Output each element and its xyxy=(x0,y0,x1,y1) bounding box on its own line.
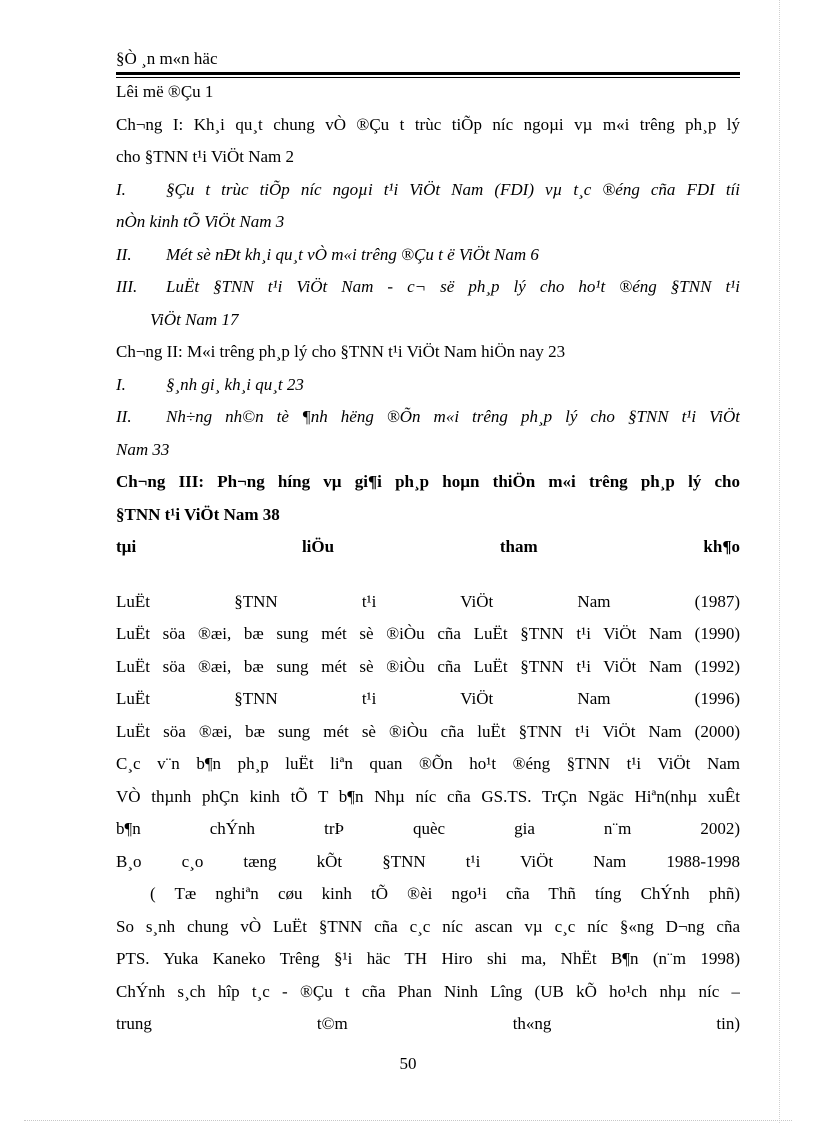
reference-item: B¸o c¸o tæng kÕt §TNN t¹i ViÖt Nam 1988-1998 xyxy=(116,851,740,871)
toc-section-4-text: §¸nh gi¸ kh¸i qu¸t 23 xyxy=(166,374,304,394)
toc-section-5-line-1 xyxy=(116,401,740,434)
toc-section-1-text: §Çu t trùc tiÕp níc ngoµi t¹i ViÖt Nam (FDI) vµ t¸c ®éng cña FDI tíi xyxy=(166,179,740,199)
toc-section-3-number: III. xyxy=(116,277,138,296)
toc-chapter-1-line-1: Ch¬ng I: Kh¸i qu¸t chung vÒ ®Çu t trùc tiÕp níc ngoµi vµ m«i trêng ph¸p lý xyxy=(116,114,740,134)
reference-item: ( Tæ nghiªn cøu kinh tÕ ®èi ngo¹i cña Thñ tíng ChÝnh phñ) xyxy=(150,884,740,903)
reference-item: LuËt §TNN t¹i ViÖt Nam (1996) xyxy=(116,689,740,708)
reference-item: LuËt §TNN t¹i ViÖt Nam (1987) xyxy=(116,591,740,611)
toc-chapter-2: Ch¬ng II: M«i trêng ph¸p lý cho §TNN t¹i ViÖt Nam hiÖn nay 23 xyxy=(116,342,566,361)
reference-item: ChÝnh s¸ch hîp t¸c - ®Çu t cña Phan Ninh Lîng (UB kÕ ho¹ch nhµ níc – xyxy=(116,981,740,1001)
toc-section-2 xyxy=(116,239,740,272)
references-heading: tµi liÖu tham kh¶o xyxy=(116,537,740,556)
reference-item: trung t©m th«ng tin) xyxy=(116,1014,740,1033)
reference-item: LuËt söa ®æi, bæ sung mét sè ®iÒu cña LuËt §TNN t¹i ViÖt Nam (1992) xyxy=(116,656,740,676)
toc-section-4-number: I. xyxy=(116,374,126,394)
toc-intro: Lêi më ®Çu 1 xyxy=(116,82,214,101)
toc-section-1-line-2: nÒn kinh tÕ ViÖt Nam 3 xyxy=(116,212,285,231)
toc-section-1-line-1 xyxy=(116,174,740,207)
toc-section-3-line-1 xyxy=(116,271,740,304)
reference-item: VÒ thµnh phÇn kinh tÕ T b¶n Nhµ níc cña GS.TS. TrÇn Ngäc Hiªn(nhµ xuÊt xyxy=(116,786,740,806)
toc-chapter-3-line-1: Ch¬ng III: Ph¬ng híng vµ gi¶i ph¸p hoµn thiÖn m«i trêng ph¸p lý cho xyxy=(116,472,740,491)
page-bottom-guide xyxy=(24,1120,792,1121)
toc-section-5-number: II. xyxy=(116,407,132,426)
reference-item: LuËt söa ®æi, bæ sung mét sè ®iÒu cña luËt §TNN t¹i ViÖt Nam (2000) xyxy=(116,721,740,741)
reference-item: b¶n chÝnh trÞ quèc gia n¨m 2002) xyxy=(116,819,740,838)
reference-item: LuËt söa ®æi, bæ sung mét sè ®iÒu cña LuËt §TNN t¹i ViÖt Nam (1990) xyxy=(116,624,740,643)
page-number: 50 xyxy=(399,1054,417,1073)
reference-item: PTS. Yuka Kaneko Trêng §¹i häc TH Hiro shi ma, NhËt B¶n (n¨m 1998) xyxy=(116,949,740,968)
toc-section-3-text: LuËt §TNN t¹i ViÖt Nam - c¬ së ph¸p lý cho ho¹t ®éng §TNN t¹i xyxy=(166,277,740,296)
toc-section-2-number: II. xyxy=(116,244,132,264)
toc-chapter-3-line-2: §TNN t¹i ViÖt Nam 38 xyxy=(116,504,280,524)
toc-section-5-text: Nh÷ng nh©n tè ¶nh hëng ®Õn m«i trêng ph¸p lý cho §TNN t¹i ViÖt xyxy=(166,407,740,426)
running-header: §Ò ¸n m«n häc xyxy=(116,48,740,75)
document-body xyxy=(116,76,740,1041)
toc-section-1-number: I. xyxy=(116,179,126,199)
reference-item: C¸c v¨n b¶n ph¸p luËt liªn quan ®Õn ho¹t ®éng §TNN t¹i ViÖt Nam xyxy=(116,754,740,773)
margin-guide xyxy=(779,0,780,1123)
toc-section-3-line-2: ViÖt Nam 17 xyxy=(150,309,239,329)
toc-section-2-text: Mét sè nÐt kh¸i qu¸t vÒ m«i trêng ®Çu t ë ViÖt Nam 6 xyxy=(166,244,539,264)
reference-item: So s¸nh chung vÒ LuËt §TNN cña c¸c níc ascan vµ c¸c níc §«ng D¬ng cña xyxy=(116,916,740,936)
toc-chapter-1-line-2: cho §TNN t¹i ViÖt Nam 2 xyxy=(116,147,294,166)
toc-section-4 xyxy=(116,369,740,402)
toc-section-5-line-2: Nam 33 xyxy=(116,439,170,459)
spacer xyxy=(116,564,740,586)
